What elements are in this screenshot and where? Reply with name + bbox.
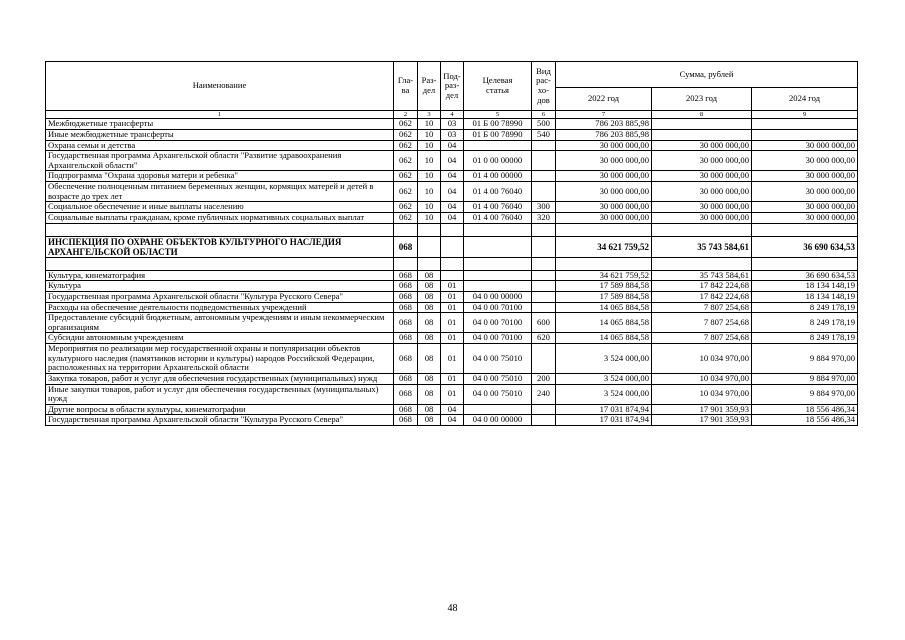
row-value-2024: 36 690 634,53: [752, 236, 858, 257]
table-row: [46, 151, 858, 171]
table-row: [46, 384, 858, 404]
row-value-2024: 18 134 148,19: [752, 281, 858, 292]
row-name: Культура: [46, 281, 394, 292]
row-value-2022: 17 589 884,58: [556, 291, 652, 302]
col-number: 6: [532, 111, 556, 119]
row-value-2023: 30 000 000,00: [652, 140, 752, 151]
row-glava: 068: [394, 291, 418, 302]
row-value-2024: 8 249 178,19: [752, 302, 858, 313]
row-value-2022: 30 000 000,00: [556, 212, 652, 223]
row-name: Иные межбюджетные трансферты: [46, 129, 394, 140]
row-value-2022: 17 031 874,94: [556, 415, 652, 426]
row-name: Государственная программа Архангельской области "Культура Русского Севера": [46, 291, 394, 302]
row-podrazdel: 04: [441, 202, 464, 213]
row-name: Межбюджетные трансферты: [46, 119, 394, 130]
row-target: [464, 257, 532, 270]
row-name: [46, 257, 394, 270]
row-glava: 062: [394, 140, 418, 151]
row-value-2024: 18 134 148,19: [752, 291, 858, 302]
row-value-2022: 17 589 884,58: [556, 281, 652, 292]
row-value-2024: 8 249 178,19: [752, 333, 858, 344]
row-glava: 068: [394, 404, 418, 415]
row-podrazdel: 01: [441, 344, 464, 374]
header-target: Целевая статья: [464, 62, 532, 111]
row-podrazdel: 04: [441, 140, 464, 151]
table-row: [46, 202, 858, 213]
row-value-2022: 30 000 000,00: [556, 202, 652, 213]
row-name: Культура, кинематография: [46, 270, 394, 281]
row-vid: [532, 171, 556, 182]
row-value-2022: 34 621 759,52: [556, 270, 652, 281]
row-name: Иные закупки товаров, работ и услуг для обеспечения государственных (муниципальных) нужд: [46, 384, 394, 404]
row-target: 04 0 00 70100: [464, 302, 532, 313]
table-row: [46, 212, 858, 223]
table-row: [46, 373, 858, 384]
header-year-2024: 2024 год: [752, 88, 858, 111]
row-value-2024: 8 249 178,19: [752, 313, 858, 333]
row-value-2022: 14 065 884,58: [556, 313, 652, 333]
row-razdel: 08: [418, 384, 441, 404]
row-vid: [532, 344, 556, 374]
row-podrazdel: 04: [441, 151, 464, 171]
row-value-2023: [652, 257, 752, 270]
table-row: [46, 415, 858, 426]
row-razdel: 10: [418, 171, 441, 182]
row-value-2024: [752, 119, 858, 130]
row-razdel: 08: [418, 270, 441, 281]
row-value-2023: 30 000 000,00: [652, 151, 752, 171]
row-value-2023: 35 743 584,61: [652, 270, 752, 281]
row-podrazdel: 04: [441, 182, 464, 202]
blank-row: [46, 223, 858, 236]
table-row: [46, 171, 858, 182]
row-vid: [532, 223, 556, 236]
row-razdel: 10: [418, 119, 441, 130]
row-vid: 620: [532, 333, 556, 344]
row-value-2023: 17 842 224,68: [652, 281, 752, 292]
table-row: [46, 236, 858, 257]
row-value-2023: 10 034 970,00: [652, 344, 752, 374]
row-value-2024: 18 556 486,34: [752, 415, 858, 426]
row-value-2024: 9 884 970,00: [752, 373, 858, 384]
table-row: [46, 291, 858, 302]
header-podrazdel: Под- раз- дел: [441, 62, 464, 111]
header-vid: Вид рас- хо- дов: [532, 62, 556, 111]
row-name: Охрана семьи и детства: [46, 140, 394, 151]
col-number: 9: [752, 111, 858, 119]
table-row: [46, 281, 858, 292]
row-value-2022: [556, 257, 652, 270]
row-vid: [532, 236, 556, 257]
row-razdel: 08: [418, 344, 441, 374]
row-razdel: 10: [418, 151, 441, 171]
row-target: 04 0 00 75010: [464, 373, 532, 384]
row-value-2024: 30 000 000,00: [752, 140, 858, 151]
row-podrazdel: [441, 257, 464, 270]
row-target: 01 Б 00 78990: [464, 119, 532, 130]
row-razdel: 08: [418, 404, 441, 415]
row-glava: 068: [394, 313, 418, 333]
row-name: Закупка товаров, работ и услуг для обеспечения государственных (муниципальных) нужд: [46, 373, 394, 384]
row-target: 04 0 00 75010: [464, 344, 532, 374]
row-glava: [394, 257, 418, 270]
row-value-2023: 10 034 970,00: [652, 373, 752, 384]
row-glava: 068: [394, 281, 418, 292]
row-vid: [532, 415, 556, 426]
row-glava: 062: [394, 212, 418, 223]
row-vid: 200: [532, 373, 556, 384]
row-name: Социальное обеспечение и иные выплаты населению: [46, 202, 394, 213]
row-value-2022: 30 000 000,00: [556, 171, 652, 182]
row-value-2024: 9 884 970,00: [752, 344, 858, 374]
row-glava: [394, 223, 418, 236]
budget-table: [45, 61, 858, 426]
row-vid: [532, 182, 556, 202]
row-podrazdel: [441, 270, 464, 281]
row-podrazdel: [441, 223, 464, 236]
row-target: 04 0 00 70100: [464, 333, 532, 344]
row-razdel: 08: [418, 415, 441, 426]
row-target: 01 4 00 00000: [464, 171, 532, 182]
row-target: 04 0 00 00000: [464, 415, 532, 426]
row-vid: 320: [532, 212, 556, 223]
row-glava: 068: [394, 415, 418, 426]
row-podrazdel: 01: [441, 373, 464, 384]
table-row: [46, 313, 858, 333]
table-row: [46, 140, 858, 151]
row-razdel: [418, 236, 441, 257]
row-value-2023: 17 842 224,68: [652, 291, 752, 302]
table-row: [46, 270, 858, 281]
row-target: 04 0 00 00000: [464, 291, 532, 302]
row-razdel: 08: [418, 281, 441, 292]
row-value-2022: 30 000 000,00: [556, 151, 652, 171]
row-razdel: 08: [418, 333, 441, 344]
row-podrazdel: 04: [441, 212, 464, 223]
column-numbers-row: [46, 111, 858, 119]
row-value-2022: [556, 223, 652, 236]
table-row: [46, 344, 858, 374]
row-target: 04 0 00 70100: [464, 313, 532, 333]
row-value-2023: [652, 223, 752, 236]
row-value-2023: 30 000 000,00: [652, 182, 752, 202]
row-glava: 062: [394, 202, 418, 213]
row-value-2022: 14 065 884,58: [556, 333, 652, 344]
col-number: 8: [652, 111, 752, 119]
row-razdel: 10: [418, 202, 441, 213]
header-glava: Гла- ва: [394, 62, 418, 111]
table-row: [46, 182, 858, 202]
row-target: [464, 281, 532, 292]
header-razdel: Раз- дел: [418, 62, 441, 111]
row-vid: 540: [532, 129, 556, 140]
row-razdel: 08: [418, 373, 441, 384]
row-glava: 068: [394, 373, 418, 384]
page-number: 48: [447, 603, 458, 614]
row-podrazdel: 04: [441, 171, 464, 182]
row-target: 01 0 00 00000: [464, 151, 532, 171]
row-name: Расходы на обеспечение деятельности подведомственных учреждений: [46, 302, 394, 313]
col-number: 3: [418, 111, 441, 119]
col-number: 2: [394, 111, 418, 119]
row-value-2022: 30 000 000,00: [556, 140, 652, 151]
row-target: 01 4 00 76040: [464, 212, 532, 223]
row-value-2023: 7 807 254,68: [652, 313, 752, 333]
row-target: 04 0 00 75010: [464, 384, 532, 404]
row-razdel: [418, 257, 441, 270]
row-podrazdel: 03: [441, 119, 464, 130]
col-number: 1: [46, 111, 394, 119]
row-glava: 068: [394, 270, 418, 281]
row-vid: [532, 257, 556, 270]
row-name: Социальные выплаты гражданам, кроме публичных нормативных социальных выплат: [46, 212, 394, 223]
table-row: [46, 302, 858, 313]
row-vid: [532, 291, 556, 302]
row-vid: 500: [532, 119, 556, 130]
col-number: 7: [556, 111, 652, 119]
row-value-2022: 3 524 000,00: [556, 384, 652, 404]
row-razdel: 08: [418, 291, 441, 302]
header-year-2023: 2023 год: [652, 88, 752, 111]
row-value-2024: 30 000 000,00: [752, 212, 858, 223]
row-glava: 062: [394, 151, 418, 171]
row-value-2022: 30 000 000,00: [556, 182, 652, 202]
row-glava: 062: [394, 182, 418, 202]
row-value-2023: 10 034 970,00: [652, 384, 752, 404]
row-glava: 062: [394, 129, 418, 140]
row-value-2023: 7 807 254,68: [652, 302, 752, 313]
row-razdel: 10: [418, 140, 441, 151]
table-header: [46, 62, 858, 119]
row-name: Мероприятия по реализации мер государственной охраны и популяризации объектов культурного наследия (памятников истории и культуры) народов Российской Федерации, расположенных на территории Архангельской области: [46, 344, 394, 374]
row-razdel: 08: [418, 313, 441, 333]
col-number: 5: [464, 111, 532, 119]
table-row: [46, 333, 858, 344]
row-value-2023: 30 000 000,00: [652, 212, 752, 223]
row-podrazdel: 03: [441, 129, 464, 140]
row-value-2023: 30 000 000,00: [652, 171, 752, 182]
row-value-2024: 18 556 486,34: [752, 404, 858, 415]
row-value-2022: 3 524 000,00: [556, 344, 652, 374]
row-name: Предоставление субсидий бюджетным, автономным учреждениям и иным некоммерческим организациям: [46, 313, 394, 333]
row-target: [464, 140, 532, 151]
row-value-2023: 17 901 359,93: [652, 415, 752, 426]
table-row: [46, 129, 858, 140]
row-razdel: 10: [418, 182, 441, 202]
row-target: 01 4 00 76040: [464, 202, 532, 213]
row-vid: [532, 404, 556, 415]
row-value-2024: 30 000 000,00: [752, 151, 858, 171]
row-vid: [532, 270, 556, 281]
row-value-2023: 35 743 584,61: [652, 236, 752, 257]
row-value-2022: 17 031 874,94: [556, 404, 652, 415]
row-razdel: 10: [418, 129, 441, 140]
row-podrazdel: 04: [441, 415, 464, 426]
row-podrazdel: 01: [441, 313, 464, 333]
row-podrazdel: 04: [441, 404, 464, 415]
row-vid: 240: [532, 384, 556, 404]
row-name: Подпрограмма "Охрана здоровья матери и ребенка": [46, 171, 394, 182]
row-value-2024: [752, 129, 858, 140]
row-podrazdel: [441, 236, 464, 257]
row-glava: 068: [394, 344, 418, 374]
row-glava: 068: [394, 384, 418, 404]
row-value-2023: [652, 129, 752, 140]
row-value-2024: 30 000 000,00: [752, 202, 858, 213]
col-number: 4: [441, 111, 464, 119]
row-vid: [532, 151, 556, 171]
row-target: 01 Б 00 78990: [464, 129, 532, 140]
row-glava: 062: [394, 119, 418, 130]
table-row: [46, 404, 858, 415]
header-sum: Сумма, рублей: [556, 62, 858, 88]
row-value-2024: [752, 257, 858, 270]
table-row: [46, 119, 858, 130]
row-name: Государственная программа Архангельской области "Культура Русского Севера": [46, 415, 394, 426]
blank-row: [46, 257, 858, 270]
row-razdel: 10: [418, 212, 441, 223]
row-vid: 600: [532, 313, 556, 333]
row-target: [464, 404, 532, 415]
row-value-2024: 36 690 634,53: [752, 270, 858, 281]
row-value-2024: 30 000 000,00: [752, 182, 858, 202]
row-vid: 300: [532, 202, 556, 213]
row-glava: 068: [394, 302, 418, 313]
row-podrazdel: 01: [441, 281, 464, 292]
row-value-2022: 3 524 000,00: [556, 373, 652, 384]
row-name: Субсидии автономным учреждениям: [46, 333, 394, 344]
row-value-2024: 30 000 000,00: [752, 171, 858, 182]
row-value-2023: 30 000 000,00: [652, 202, 752, 213]
row-glava: 068: [394, 333, 418, 344]
row-value-2022: 786 203 885,98: [556, 129, 652, 140]
row-value-2023: [652, 119, 752, 130]
row-value-2024: [752, 223, 858, 236]
row-vid: [532, 140, 556, 151]
row-name: Другие вопросы в области культуры, кинематографии: [46, 404, 394, 415]
row-name: Государственная программа Архангельской области "Развитие здравоохранения Архангельской области": [46, 151, 394, 171]
row-value-2022: 34 621 759,52: [556, 236, 652, 257]
row-razdel: [418, 223, 441, 236]
header-year-2022: 2022 год: [556, 88, 652, 111]
row-value-2023: 17 901 359,93: [652, 404, 752, 415]
table-body: [46, 119, 858, 426]
row-vid: [532, 302, 556, 313]
header-name: Наименование: [46, 62, 394, 111]
row-podrazdel: 01: [441, 384, 464, 404]
row-podrazdel: 01: [441, 302, 464, 313]
row-razdel: 08: [418, 302, 441, 313]
row-target: [464, 270, 532, 281]
row-value-2022: 14 065 884,58: [556, 302, 652, 313]
row-podrazdel: 01: [441, 291, 464, 302]
row-target: 01 4 00 76040: [464, 182, 532, 202]
row-vid: [532, 281, 556, 292]
row-name: ИНСПЕКЦИЯ ПО ОХРАНЕ ОБЪЕКТОВ КУЛЬТУРНОГО НАСЛЕДИЯ АРХАНГЕЛЬСКОЙ ОБЛАСТИ: [46, 236, 394, 257]
row-value-2024: 9 884 970,00: [752, 384, 858, 404]
row-value-2022: 786 203 885,98: [556, 119, 652, 130]
row-podrazdel: 01: [441, 333, 464, 344]
row-target: [464, 236, 532, 257]
row-name: [46, 223, 394, 236]
row-name: Обеспечение полноценным питанием беременных женщин, кормящих матерей и детей в возрасте до трех лет: [46, 182, 394, 202]
row-value-2023: 7 807 254,68: [652, 333, 752, 344]
row-target: [464, 223, 532, 236]
row-glava: 068: [394, 236, 418, 257]
row-glava: 062: [394, 171, 418, 182]
